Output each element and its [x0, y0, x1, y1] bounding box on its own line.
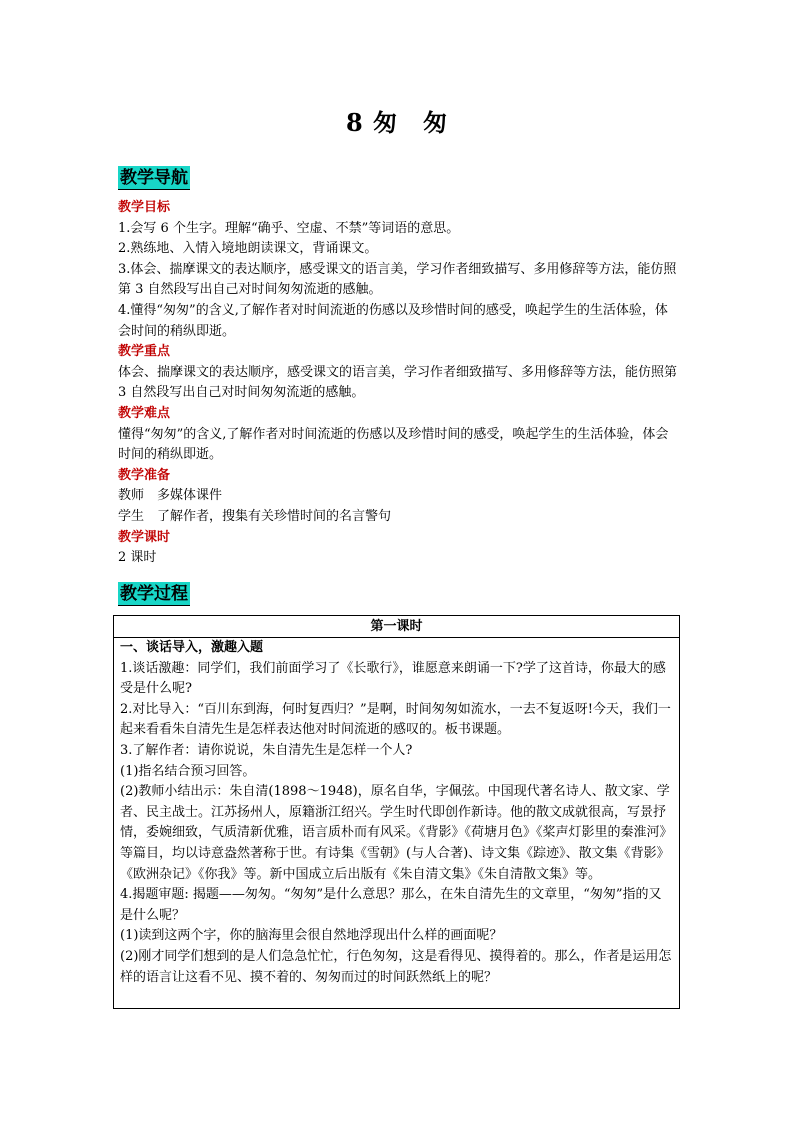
preparation-student: 学生 了解作者，搜集有关珍惜时间的名言警句 — [118, 508, 392, 524]
hours-heading: 教学课时 — [118, 529, 171, 545]
goal-item: 1.会写 6 个生字。理解“确乎、空虚、不禁”等词语的意思。 — [118, 220, 460, 236]
goal-item: 4.懂得“匆匆”的含义,了解作者对时间流逝的伤感以及珍惜时间的感受，唤起学生的生活体验，体会时间的稍纵即逝。 — [118, 302, 668, 339]
goal-item: 2.熟练地、入情入境地朗读课文，背诵课文。 — [118, 241, 378, 257]
teaching-navigation — [118, 198, 678, 569]
section-heading-nav: 教学导航 — [120, 168, 188, 188]
lesson-table — [113, 615, 680, 1009]
section-title: 一、谈话导入，激趣入题 — [120, 640, 264, 655]
lesson-paragraph: (2)教师小结出示：朱自清(1898～1948)，原名自华，字佩弦。中国现代著名诗人、散文家、学者、民主战士。江苏扬州人，原籍浙江绍兴。学生时代即创作新诗。他的散文成就很高，写景抒情，委婉细致，气质清新优雅，语言质朴而有风采。《背影》《荷塘月色》《桨声灯影里的秦淮河》等篇目，均以诗意盎然著称于世。有诗集《雪朝》(与人合著)、诗文集《踪迹》、散文集《背影》《欧洲杂记》《你我》等。新中国成立后出版有《朱自清文集》《朱自清散文集》等。 — [120, 784, 673, 882]
lesson-paragraph: 1.谈话激趣：同学们，我们前面学习了《长歌行》，谁愿意来朗诵一下?学了这首诗，你最大的感受是什么呢? — [120, 660, 666, 697]
difficulty-heading: 教学难点 — [118, 405, 171, 421]
lesson-paragraph: 4.揭题审题: 揭题——匆匆。“匆匆”是什么意思？那么，在朱自清先生的文章里，“匆匆”指的又是什么呢？ — [120, 887, 662, 923]
lesson-paragraph: (2)刚才同学们想到的是人们急急忙忙，行色匆匆，这是看得见、摸得着的。那么，作者是运用怎样的语言让这看不见、摸不着的、匆匆而过的时间跃然纸上的呢？ — [120, 948, 672, 985]
lesson-paragraph: 2.对比导入：“百川东到海，何时复西归？”是啊，时间匆匆如流水，一去不复返呀!今天，我们一起来看看朱自清先生是怎样表达他对时间流逝的感叹的。板书课题。 — [120, 701, 671, 738]
lesson-header: 第一课时 — [114, 616, 679, 638]
hours-text: 2 课时 — [118, 550, 157, 566]
section-heading-process: 教学过程 — [120, 584, 188, 604]
goals-heading: 教学目标 — [118, 200, 171, 215]
preparation-heading: 教学准备 — [118, 467, 171, 483]
lesson-paragraph: (1)读到这两个字，你的脑海里会很自然地浮现出什么样的画面呢？ — [120, 928, 503, 944]
page-title: 8 匆 匆 — [345, 108, 449, 137]
lesson-body — [114, 638, 679, 988]
lesson-paragraph: 3.了解作者：请你说说，朱自清先生是怎样一个人? — [120, 742, 413, 758]
difficulty-text: 懂得“匆匆”的含义,了解作者对时间流逝的伤感以及珍惜时间的感受，唤起学生的生活体验，体会时间的稍纵即逝。 — [118, 426, 669, 463]
goal-item: 3.体会、揣摩课文的表达顺序，感受课文的语言美，学习作者细致描写、多用修辞等方法，能仿照第 3 自然段写出自己对时间匆匆流逝的感触。 — [118, 261, 677, 298]
key-points-text: 体会、揣摩课文的表达顺序，感受课文的语言美，学习作者细致描写、多用修辞等方法，能仿照第 3 自然段写出自己对时间匆匆流逝的感触。 — [118, 364, 678, 401]
key-points-heading: 教学重点 — [118, 344, 171, 360]
preparation-teacher: 教师 多媒体课件 — [118, 488, 223, 504]
lesson-paragraph: (1)指名结合预习回答。 — [120, 763, 256, 779]
